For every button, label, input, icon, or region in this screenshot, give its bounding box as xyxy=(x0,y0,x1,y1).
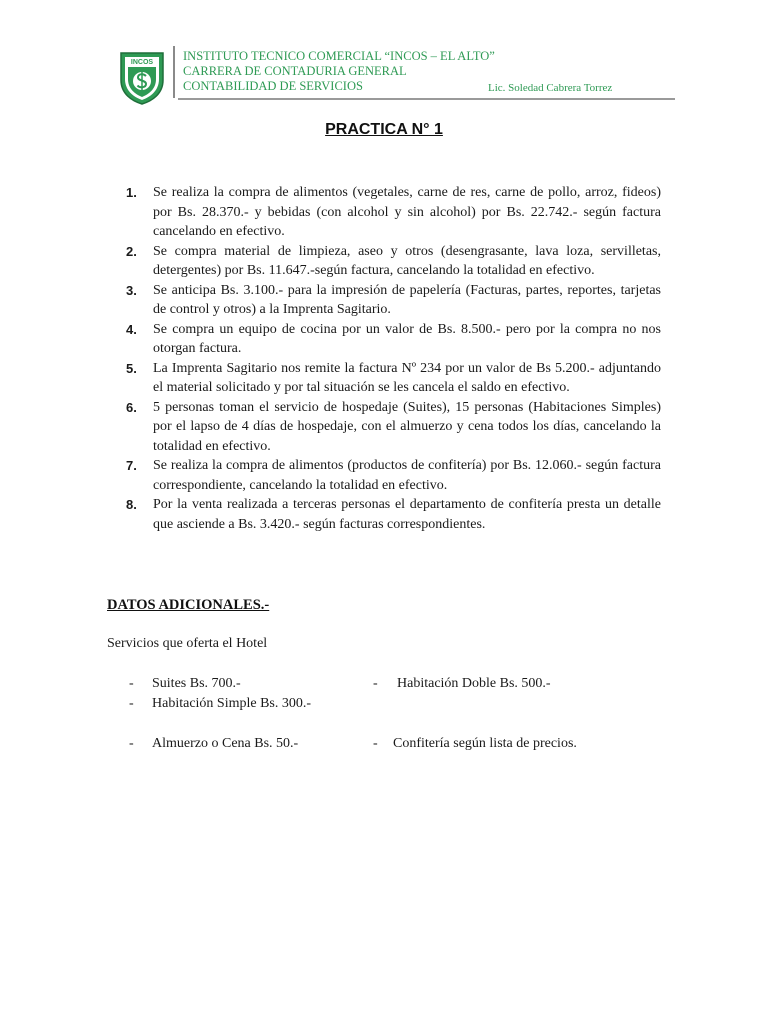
exercise-number: 1. xyxy=(126,185,137,200)
exercise-text: Se compra material de limpieza, aseo y otros (desengrasante, lava loza, servilletas, detergentes) por Bs. 11.647.-según factura, cancelando la totalidad en efectivo. xyxy=(153,243,661,278)
exercise-item xyxy=(126,183,661,242)
exercise-item xyxy=(126,281,661,320)
exercise-item xyxy=(126,398,661,457)
exercise-item xyxy=(126,320,661,359)
exercise-text: 5 personas toman el servicio de hospedaje (Suites), 15 personas (Habitaciones Simples) por el lapso de 4 días de hospedaje, con el almuerzo y cena todos los días, cancelando la totalidad en efectivo. xyxy=(153,399,661,454)
exercise-number: 8. xyxy=(126,497,137,512)
institution-name: INSTITUTO TECNICO COMERCIAL “INCOS – EL ALTO” xyxy=(183,49,495,63)
bullet-dash: - xyxy=(129,696,134,711)
subject-name: CONTABILIDAD DE SERVICIOS xyxy=(183,79,363,93)
exercise-number: 6. xyxy=(126,399,137,415)
bullet-dash: - xyxy=(129,736,134,751)
exercise-number: 4. xyxy=(126,321,137,337)
service-simple-text: Habitación Simple Bs. 300.- xyxy=(152,696,312,711)
page-title: PRACTICA N° 1 xyxy=(325,121,443,138)
career-name: CARRERA DE CONTADURIA GENERAL xyxy=(183,64,407,78)
service-confiteria-text: Confitería según lista de precios. xyxy=(393,736,577,751)
bullet-dash: - xyxy=(129,676,134,691)
svg-text:INCOS: INCOS xyxy=(130,59,154,66)
exercise-text: Se realiza la compra de alimentos (productos de confitería) por Bs. 12.060.- según factura correspondiente, cancelando la totalidad en efectivo. xyxy=(153,458,661,493)
exercise-number: 7. xyxy=(126,458,137,473)
service-almuerzo-text: Almuerzo o Cena Bs. 50.- xyxy=(152,736,299,751)
exercise-text: La Imprenta Sagitario nos remite la factura Nº 234 por un valor de Bs 5.200.- adjuntando el material solicitado y por tal situación se les cancela el saldo en efectivo. xyxy=(153,360,661,395)
bullet-dash: - xyxy=(373,676,378,691)
header-divider-horizontal xyxy=(178,98,675,100)
service-doble-text: Habitación Doble Bs. 500.- xyxy=(397,676,551,691)
exercise-list xyxy=(126,183,661,534)
exercise-number: 5. xyxy=(126,360,137,376)
exercise-text: Se anticipa Bs. 3.100.- para la impresión de papelería (Facturas, partes, reportes, tarjetas de control y otros) a la Imprenta Sagitario. xyxy=(153,282,661,317)
author-name: Lic. Soledad Cabrera Torrez xyxy=(488,82,613,94)
exercise-item xyxy=(126,359,661,398)
additional-data-heading: DATOS ADICIONALES.- xyxy=(107,597,270,613)
header-divider-vertical xyxy=(173,46,175,98)
exercise-text: Por la venta realizada a terceras personas el departamento de confitería presta un detalle que asciende a Bs. 3.420.- según facturas correspondientes. xyxy=(153,497,661,532)
exercise-text: Se realiza la compra de alimentos (vegetales, carne de res, carne de pollo, arroz, fideos) por Bs. 28.370.- y bebidas (con alcohol y sin alcohol) por Bs. 22.742.- según factura cancelando en efectivo. xyxy=(153,185,661,239)
exercise-item xyxy=(126,242,661,281)
exercise-number: 3. xyxy=(126,282,137,298)
exercise-text: Se compra un equipo de cocina por un valor de Bs. 8.500.- pero por la compra no nos otorgan factura. xyxy=(153,321,661,356)
exercise-item xyxy=(126,495,661,534)
service-suites-text: Suites Bs. 700.- xyxy=(152,676,241,691)
bullet-dash: - xyxy=(373,736,378,751)
incos-logo xyxy=(118,50,166,106)
exercise-item xyxy=(126,456,661,495)
exercise-number: 2. xyxy=(126,243,137,259)
services-intro: Servicios que oferta el Hotel xyxy=(107,636,268,651)
